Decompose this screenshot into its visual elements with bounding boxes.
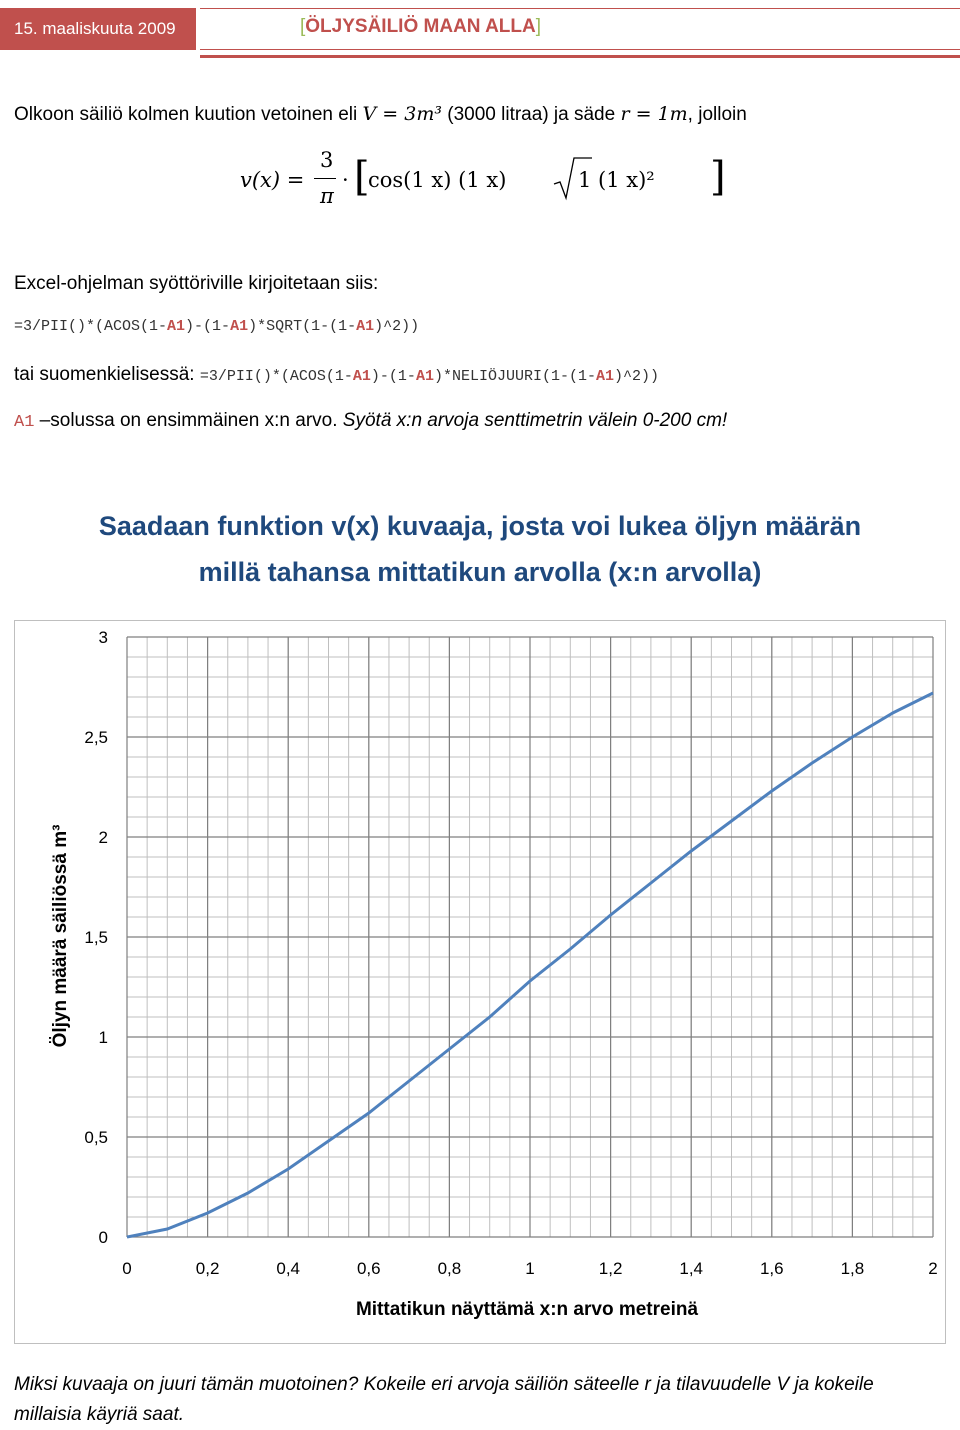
cell-note: A1 –solussa on ensimmäinen x:n arvo. Syötä x:n arvoja senttimetrin välein 0-200 cm!	[14, 410, 728, 432]
y-tick-label: 1	[98, 1028, 108, 1047]
x-tick-label: 0,6	[356, 1259, 381, 1278]
x-tick-label: 0,8	[437, 1259, 462, 1278]
right-bracket: ]	[710, 154, 726, 200]
left-bracket: [	[354, 154, 370, 200]
x-tick-label: 1,6	[759, 1259, 784, 1278]
x-tick-label: 1,2	[598, 1259, 623, 1278]
x-tick-label: 0,2	[195, 1259, 220, 1278]
formula-lhs: v(x) =	[240, 168, 305, 192]
dot-operator: ·	[342, 168, 349, 192]
y-tick-label: 2,5	[84, 728, 108, 747]
x-tick-label: 0	[122, 1259, 132, 1278]
x-axis-label: Mittatikun näyttämä x:n arvo metreinä	[355, 1299, 699, 1320]
formula-body: cos(1 x) (1 x)	[368, 168, 507, 192]
excel-formula-en: =3/PII()*(ACOS(1-A1)-(1-A1)*SQRT(1-(1-A1)^2))	[14, 318, 420, 335]
intro-text: Olkoon säiliö kolmen kuution vetoinen eli V = 3m³ (3000 litraa) ja säde r = 1m, jolloin	[14, 103, 747, 125]
sqrt-body: 1 (1 x)²	[578, 168, 655, 192]
y-tick-label: 2	[98, 828, 108, 847]
header-date: 15. maaliskuuta 2009	[0, 8, 196, 50]
excel-intro: Excel-ohjelman syöttöriville kirjoitetaan siis:	[14, 273, 379, 294]
x-tick-label: 1	[525, 1259, 535, 1278]
x-tick-label: 0,4	[276, 1259, 301, 1278]
chart-title-line1: Saadaan funktion v(x) kuvaaja, josta voi lukea öljyn määrän	[98, 511, 862, 541]
footer-question: Miksi kuvaaja on juuri tämän muotoinen? Kokeile eri arvoja säiliön säteelle r ja tilavuudelle V ja kokeile millaisia käyriä saat.	[14, 1374, 874, 1425]
radius-math: r = 1m	[620, 103, 688, 125]
y-tick-label: 3	[98, 628, 108, 647]
y-tick-label: 1,5	[84, 928, 108, 947]
x-tick-label: 2	[928, 1259, 938, 1278]
y-tick-label: 0,5	[84, 1128, 108, 1147]
header-title: [ÖLJYSÄILIÖ MAAN ALLA]	[300, 16, 542, 37]
excel-formula-fi: tai suomenkielisessä: =3/PII()*(ACOS(1-A1)-(1-A1)*NELIÖJUURI(1-(1-A1)^2))	[14, 364, 660, 385]
y-tick-label: 0	[98, 1228, 108, 1247]
y-axis-label: Öljyn määrä säiliössä m³	[50, 824, 71, 1048]
x-tick-label: 1,4	[679, 1259, 704, 1278]
chart-title-line2: millä tahansa mittatikun arvolla (x:n arvolla)	[198, 557, 762, 587]
x-tick-label: 1,8	[840, 1259, 865, 1278]
volume-math: V = 3m³	[362, 103, 442, 125]
formula-denominator: π	[320, 184, 334, 208]
formula-numerator: 3	[320, 148, 334, 172]
